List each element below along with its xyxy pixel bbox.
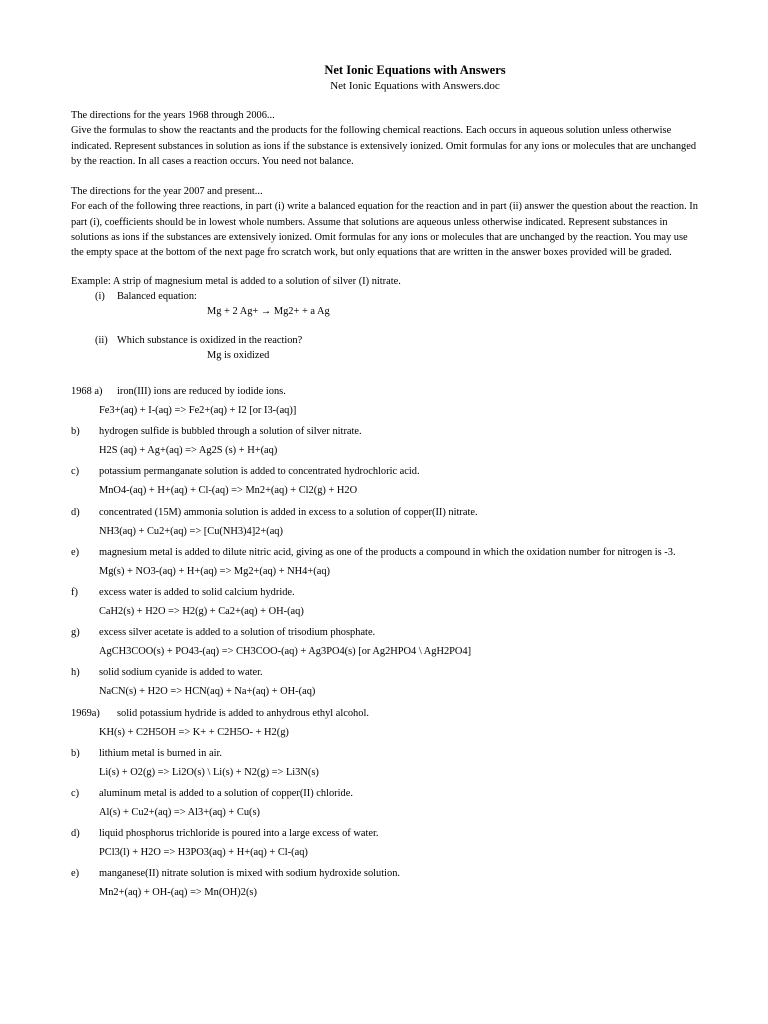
example-intro: Example: A strip of magnesium metal is added to a solution of silver (I) nitrate. xyxy=(71,276,401,287)
answer-equation: MnO4-(aq) + H+(aq) + Cl-(aq) => Mn2+(aq) + Cl2(g) + H2O xyxy=(99,485,358,497)
question-label: 1969a) xyxy=(71,707,100,719)
question-label: b) xyxy=(71,747,80,759)
question-text: solid potassium hydride is added to anhydrous ethyl alcohol. xyxy=(117,707,369,719)
answer-equation: KH(s) + C2H5OH => K+ + C2H5O- + H2(g) xyxy=(99,726,289,738)
example-part1-label: (i) xyxy=(95,291,105,302)
answer-equation: Mn2+(aq) + OH-(aq) => Mn(OH)2(s) xyxy=(99,887,257,899)
directions-new-section xyxy=(71,184,768,260)
question-text: magnesium metal is added to dilute nitric acid, giving as one of the products a compound in which the oxidation number for nitrogen is -3. xyxy=(99,546,676,558)
directions-new-heading: The directions for the year 2007 and present... xyxy=(71,186,263,197)
question-label: h) xyxy=(71,667,80,679)
question-label: g) xyxy=(71,627,80,639)
question-text: aluminum metal is added to a solution of copper(II) chloride. xyxy=(99,788,353,799)
directions-old-line: by the reaction. In all cases a reaction occurs. You need not balance. xyxy=(71,155,354,167)
question-text: liquid phosphorus trichloride is poured into a large excess of water. xyxy=(99,828,379,840)
directions-old-section xyxy=(71,108,768,169)
page-subtitle: Net Ionic Equations with Answers.doc xyxy=(330,80,500,92)
answer-equation: CaH2(s) + H2O => H2(g) + Ca2+(aq) + OH-(aq) xyxy=(99,606,304,617)
answer-equation: NH3(aq) + Cu2+(aq) => [Cu(NH3)4]2+(aq) xyxy=(99,525,283,537)
question-text: potassium permanganate solution is added to concentrated hydrochloric acid. xyxy=(99,466,420,478)
question-text: concentrated (15M) ammonia solution is added in excess to a solution of copper(II) nitrate. xyxy=(99,506,478,518)
question-text: solid sodium cyanide is added to water. xyxy=(99,667,263,679)
directions-old-heading: The directions for the years 1968 through 2006... xyxy=(71,110,275,121)
answer-equation: Al(s) + Cu2+(aq) => Al3+(aq) + Cu(s) xyxy=(99,807,260,818)
directions-new-line: the empty space at the bottom of the next page fro scratch work, but only equations that are written in the answer boxes provided will be graded. xyxy=(71,247,672,259)
question-label: e) xyxy=(71,868,80,880)
directions-old-line: indicated. Represent substances in solution as ions if the substance is extensively ionized. Omit formulas for any ions or molecules that are unchanged xyxy=(71,140,697,152)
directions-new-line: part (i), coefficients should be in lowest whole numbers. Assume that solutions are aqueous unless otherwise indicated. Represent substances in xyxy=(71,216,668,228)
answer-equation: H2S (aq) + Ag+(aq) => Ag2S (s) + H+(aq) xyxy=(99,445,278,457)
directions-old-line: Give the formulas to show the reactants and the products for the following chemical reactions. Each occurs in aqueous solution unless otherwise xyxy=(71,125,672,137)
question-label: 1968 a) xyxy=(71,386,103,397)
directions-new-line: For each of the following three reactions, in part (i) write a balanced equation for the reaction and in part (ii) answer the question about the reaction. In xyxy=(71,201,698,213)
question-text: iron(III) ions are reduced by iodide ions. xyxy=(117,386,286,397)
example-part1-text: Balanced equation: xyxy=(117,291,197,302)
example-part2-answer: Mg is oxidized xyxy=(207,350,270,361)
question-label: b) xyxy=(71,426,80,438)
answer-equation: PCl3(l) + H2O => H3PO3(aq) + H+(aq) + Cl-(aq) xyxy=(99,847,308,859)
question-label: c) xyxy=(71,788,80,799)
answer-equation: AgCH3COO(s) + PO43-(aq) => CH3COO-(aq) + Ag3PO4(s) [or Ag2HPO4 \ AgH2PO4] xyxy=(99,646,472,658)
example-part1-answer: Mg + 2 Ag+ → Mg2+ + a Ag xyxy=(207,306,330,317)
question-label: d) xyxy=(71,828,80,840)
question-text: excess water is added to solid calcium hydride. xyxy=(99,587,295,598)
question-text: excess silver acetate is added to a solution of trisodium phosphate. xyxy=(99,627,376,639)
question-text: lithium metal is burned in air. xyxy=(99,747,222,759)
answer-equation: Mg(s) + NO3-(aq) + H+(aq) => Mg2+(aq) + NH4+(aq) xyxy=(99,565,330,577)
question-label: e) xyxy=(71,546,80,558)
answer-equation: Fe3+(aq) + I-(aq) => Fe2+(aq) + I2 [or I3-(aq)] xyxy=(99,405,297,416)
question-label: f) xyxy=(71,587,78,598)
directions-new-line: solutions as ions if the substances are extensively ionized. Omit formulas for any ions or molecules that are unchanged by the reaction. You may use xyxy=(71,231,688,243)
example-part2-text: Which substance is oxidized in the reaction? xyxy=(117,335,303,346)
question-text: hydrogen sulfide is bubbled through a solution of silver nitrate. xyxy=(99,426,362,438)
example-part2-label: (ii) xyxy=(95,335,108,346)
answer-equation: Li(s) + O2(g) => Li2O(s) \ Li(s) + N2(g) => Li3N(s) xyxy=(99,766,319,778)
answer-equation: NaCN(s) + H2O => HCN(aq) + Na+(aq) + OH-(aq) xyxy=(99,686,316,698)
page-title: Net Ionic Equations with Answers xyxy=(324,63,506,77)
question-text: manganese(II) nitrate solution is mixed with sodium hydroxide solution. xyxy=(99,868,400,880)
question-label: c) xyxy=(71,466,80,478)
question-label: d) xyxy=(71,506,80,518)
